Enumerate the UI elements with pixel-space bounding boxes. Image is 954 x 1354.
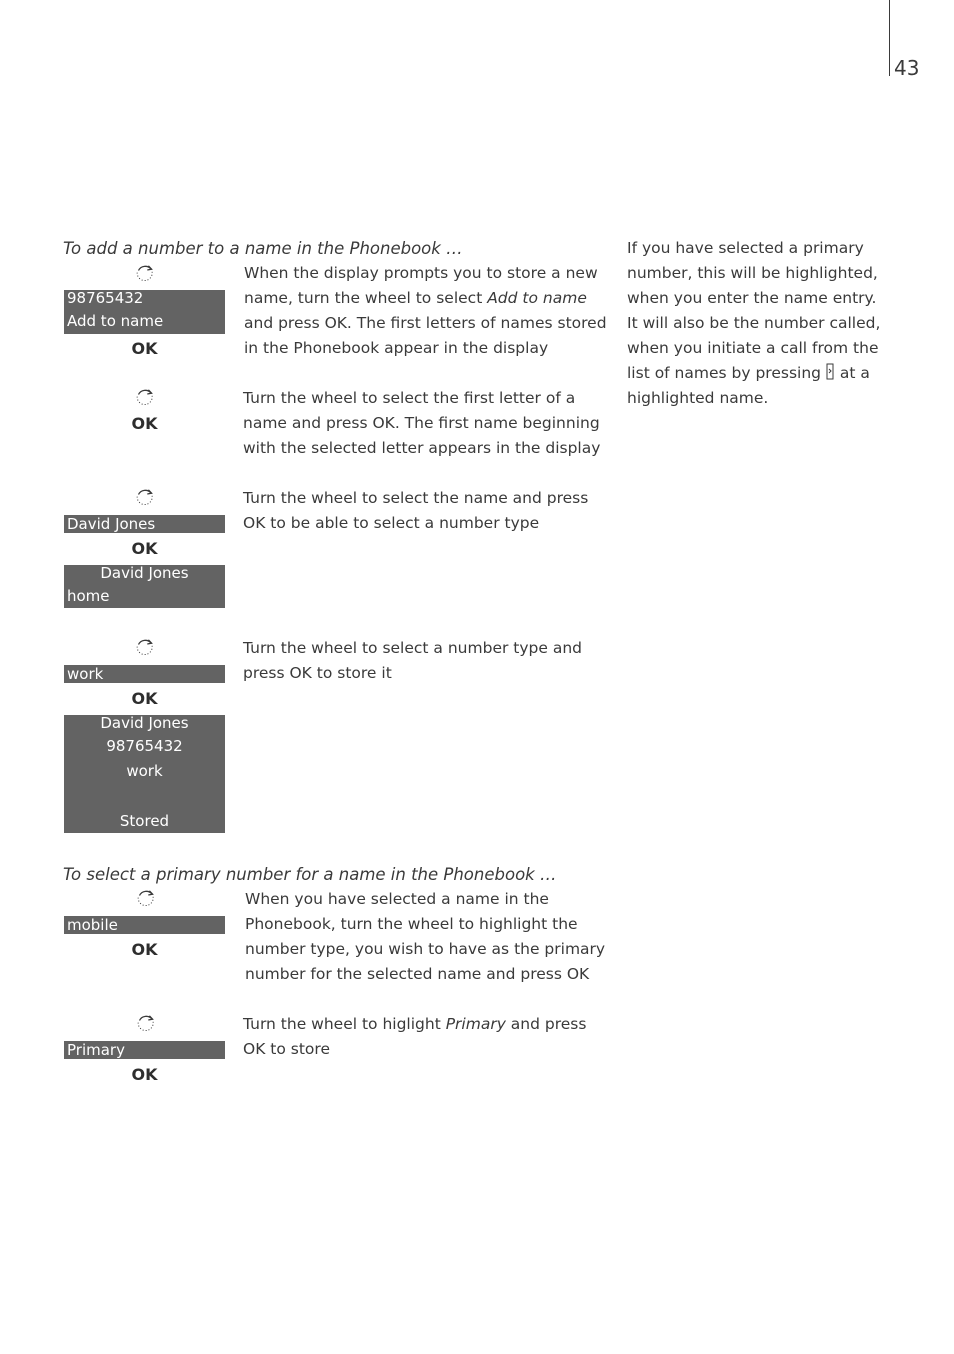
text-run: If you have selected a primary number, this will be highlighted, when you enter the name entry. It will also be the number called, when you initiate a call from the list of names by pressing — [627, 239, 881, 382]
display-line-blank — [64, 784, 225, 809]
page-number: 43 — [894, 56, 920, 80]
phone-display-mobile — [64, 916, 225, 934]
wheel-turn-icon — [133, 636, 155, 658]
wheel-turn-icon — [133, 486, 155, 508]
display-line-number-type: work — [126, 762, 163, 780]
display-line-number-type: mobile — [67, 916, 118, 934]
ok-label: OK — [131, 414, 158, 433]
step-text-select-name: Turn the wheel to select the name and press OK to be able to select a number type — [243, 489, 589, 532]
phone-display-name-highlight — [64, 515, 225, 533]
section-heading-add-number: To add a number to a name in the Phonebook … — [63, 239, 463, 258]
call-button-icon — [826, 363, 835, 381]
display-line-name: David Jones — [67, 515, 156, 533]
step-text-add-to-name — [244, 261, 610, 361]
display-line-status: Stored — [119, 812, 170, 830]
wheel-turn-icon — [134, 1012, 156, 1034]
ok-label: OK — [131, 339, 158, 358]
side-note-primary-number — [627, 236, 889, 411]
display-line-number: 98765432 — [67, 289, 144, 307]
text-run: When the display prompts you to store a new name, turn the wheel to select — [244, 264, 598, 307]
display-line-number: 98765432 — [106, 737, 183, 755]
display-line-number-type: home — [67, 587, 110, 605]
phone-display-primary — [64, 1041, 225, 1059]
step-text-store-type: Turn the wheel to select a number type and press OK to store it — [243, 639, 582, 682]
wheel-turn-icon — [133, 262, 155, 284]
text-run: Turn the wheel to higlight — [243, 1015, 446, 1033]
text-run: at a highlighted name. — [627, 364, 870, 407]
wheel-turn-icon — [133, 386, 155, 408]
phone-display-add-to-name — [64, 290, 225, 334]
phone-display-number-type — [64, 665, 225, 683]
ok-label: OK — [131, 689, 158, 708]
display-line-name: David Jones — [100, 564, 189, 582]
ok-label: OK — [131, 940, 158, 959]
display-line-number-type: work — [67, 665, 104, 683]
phone-display-name-entry — [64, 565, 225, 608]
wheel-turn-icon — [134, 887, 156, 909]
display-line-name: David Jones — [100, 714, 189, 732]
step-text-set-primary — [243, 1012, 609, 1062]
step-text-first-letter: Turn the wheel to select the first letter of a name and press OK. The first name beginning with the selected letter appears in the display — [243, 389, 601, 457]
ok-label: OK — [131, 539, 158, 558]
display-line-add-to-name: Add to name — [67, 312, 164, 330]
italic-term: Add to name — [487, 289, 587, 307]
step-text-highlight-type: When you have selected a name in the Phonebook, turn the wheel to highlight the number type, you wish to have as the primary number for the selected name and press OK — [245, 890, 606, 983]
phone-display-stored — [64, 715, 225, 833]
display-line-primary: Primary — [67, 1041, 125, 1059]
italic-term: Primary — [445, 1015, 506, 1033]
text-run: and press OK. The first letters of names stored in the Phonebook appear in the display — [244, 314, 607, 357]
ok-label: OK — [131, 1065, 158, 1084]
page-number-rule — [889, 0, 890, 76]
section-heading-primary-number: To select a primary number for a name in the Phonebook … — [63, 865, 557, 884]
text-run: and press OK to store — [243, 1015, 587, 1058]
